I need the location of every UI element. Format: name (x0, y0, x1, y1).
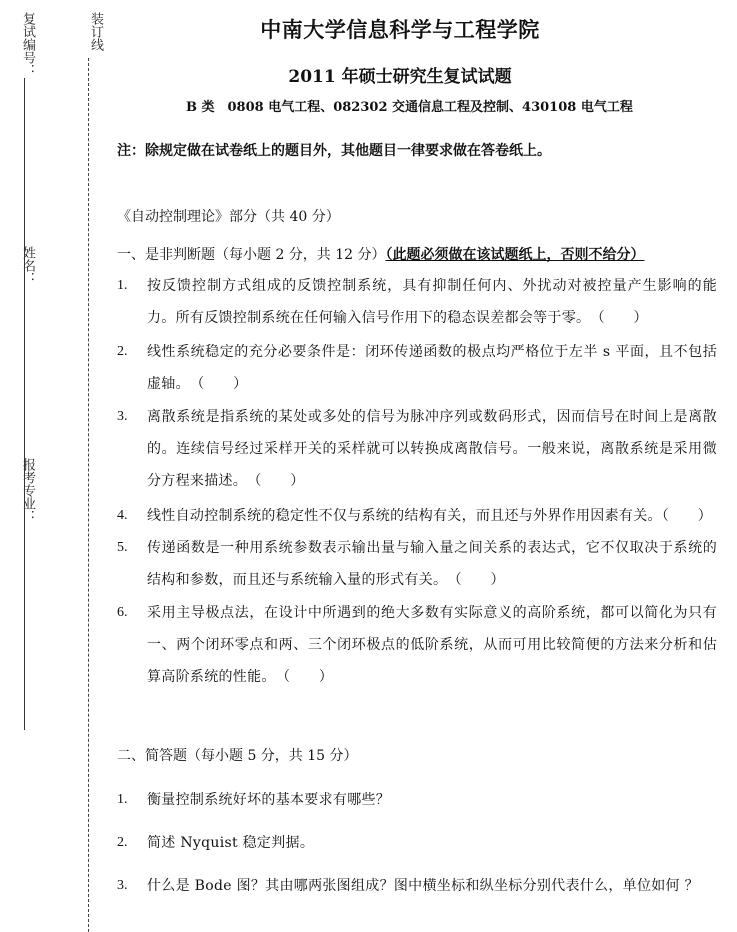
section1-heading-emphasis: （此题必须做在该试题纸上，否则不给分） (385, 247, 645, 263)
question-text: 线性系统稳定的充分必要条件是：闭环传递函数的极点均严格位于左半 s 平面，且不包括虚轴。 （ ） (147, 344, 717, 392)
question-text: 按反馈控制方式组成的反馈控制系统，具有抑制任何内、外扰动对被控量产生影响的能力。所有反馈控制系统在任何输入信号作用下的稳态误差都会等于零。 （ ） (147, 278, 717, 326)
question-number: 5. (117, 540, 128, 555)
question-text: 传递函数是一种用系统参数表示输出量与输入量之间关系的表达式，它不仅取决于系统的结构和参数，而且还与系统输入量的形式有关。 （ ） (147, 540, 717, 588)
question-text: 离散系统是指系统的某处或多处的信号为脉冲序列或数码形式，因而信号在时间上是离散的。连续信号经过采样开关的采样就可以转换成离散信号。一般来说，离散系统是采用微分方程来描述。 （ ） (147, 409, 717, 489)
page-title: 中南大学信息科学与工程学院 (260, 18, 540, 42)
question-number: 2. (117, 344, 128, 359)
binding-dashed-line (88, 58, 89, 932)
exam-subtitle: 2011 年硕士研究生复试试题 (288, 67, 512, 87)
question-number: 2. (117, 835, 128, 850)
question-number: 3. (117, 409, 128, 424)
exam-note: 注：除规定做在试卷纸上的题目外，其他题目一律要求做在答卷纸上。 (117, 143, 551, 159)
question-number: 6. (117, 605, 128, 620)
question-number: 1. (117, 278, 128, 293)
short-question-3 (117, 870, 717, 902)
tf-question-1 (117, 270, 717, 334)
question-number: 4. (117, 508, 128, 523)
major-label: 报考专业： (20, 458, 35, 523)
short-question-2 (117, 827, 717, 859)
question-text: 线性自动控制系统的稳定性不仅与系统的结构有关，而且还与外界作用因素有关。（ ） (147, 508, 712, 524)
question-text: 什么是 Bode 图？其由哪两张图组成？图中横坐标和纵坐标分别代表什么，单位如何 ？ (147, 878, 699, 894)
exam-number-label: 复试编号： (20, 12, 35, 77)
tf-question-5 (117, 532, 717, 596)
question-number: 3. (117, 878, 128, 893)
question-text: 衡量控制系统好坏的基本要求有哪些？ (147, 792, 391, 808)
section2-heading: 二、简答题（每小题 5 分，共 15 分） (117, 748, 358, 764)
name-label: 姓名： (20, 246, 35, 285)
short-question-1 (117, 784, 717, 816)
question-text: 简述 Nyquist 稳定判据。 (147, 835, 315, 851)
tf-question-3 (117, 401, 717, 497)
part-title: 《自动控制理论》部分（共 40 分） (117, 209, 340, 225)
tf-question-2 (117, 336, 717, 400)
exam-categories: B 类 0808 电气工程、082302 交通信息工程及控制、430108 电气工程 (186, 100, 633, 115)
section1-heading (117, 244, 645, 264)
section1-heading-text: 一、是非判断题（每小题 2 分，共 12 分） (117, 247, 386, 263)
binding-line-label: 装订线 (88, 12, 103, 51)
question-text: 采用主导极点法，在设计中所遇到的绝大多数有实际意义的高阶系统，都可以简化为只有一、两个闭环零点和两、三个闭环极点的低阶系统，从而可用比较简便的方法来分析和估算高阶系统的性能。 （ ） (147, 605, 717, 685)
margin-solid-line (24, 78, 25, 730)
tf-question-6 (117, 597, 717, 693)
tf-question-4 (117, 500, 717, 532)
question-number: 1. (117, 792, 128, 807)
